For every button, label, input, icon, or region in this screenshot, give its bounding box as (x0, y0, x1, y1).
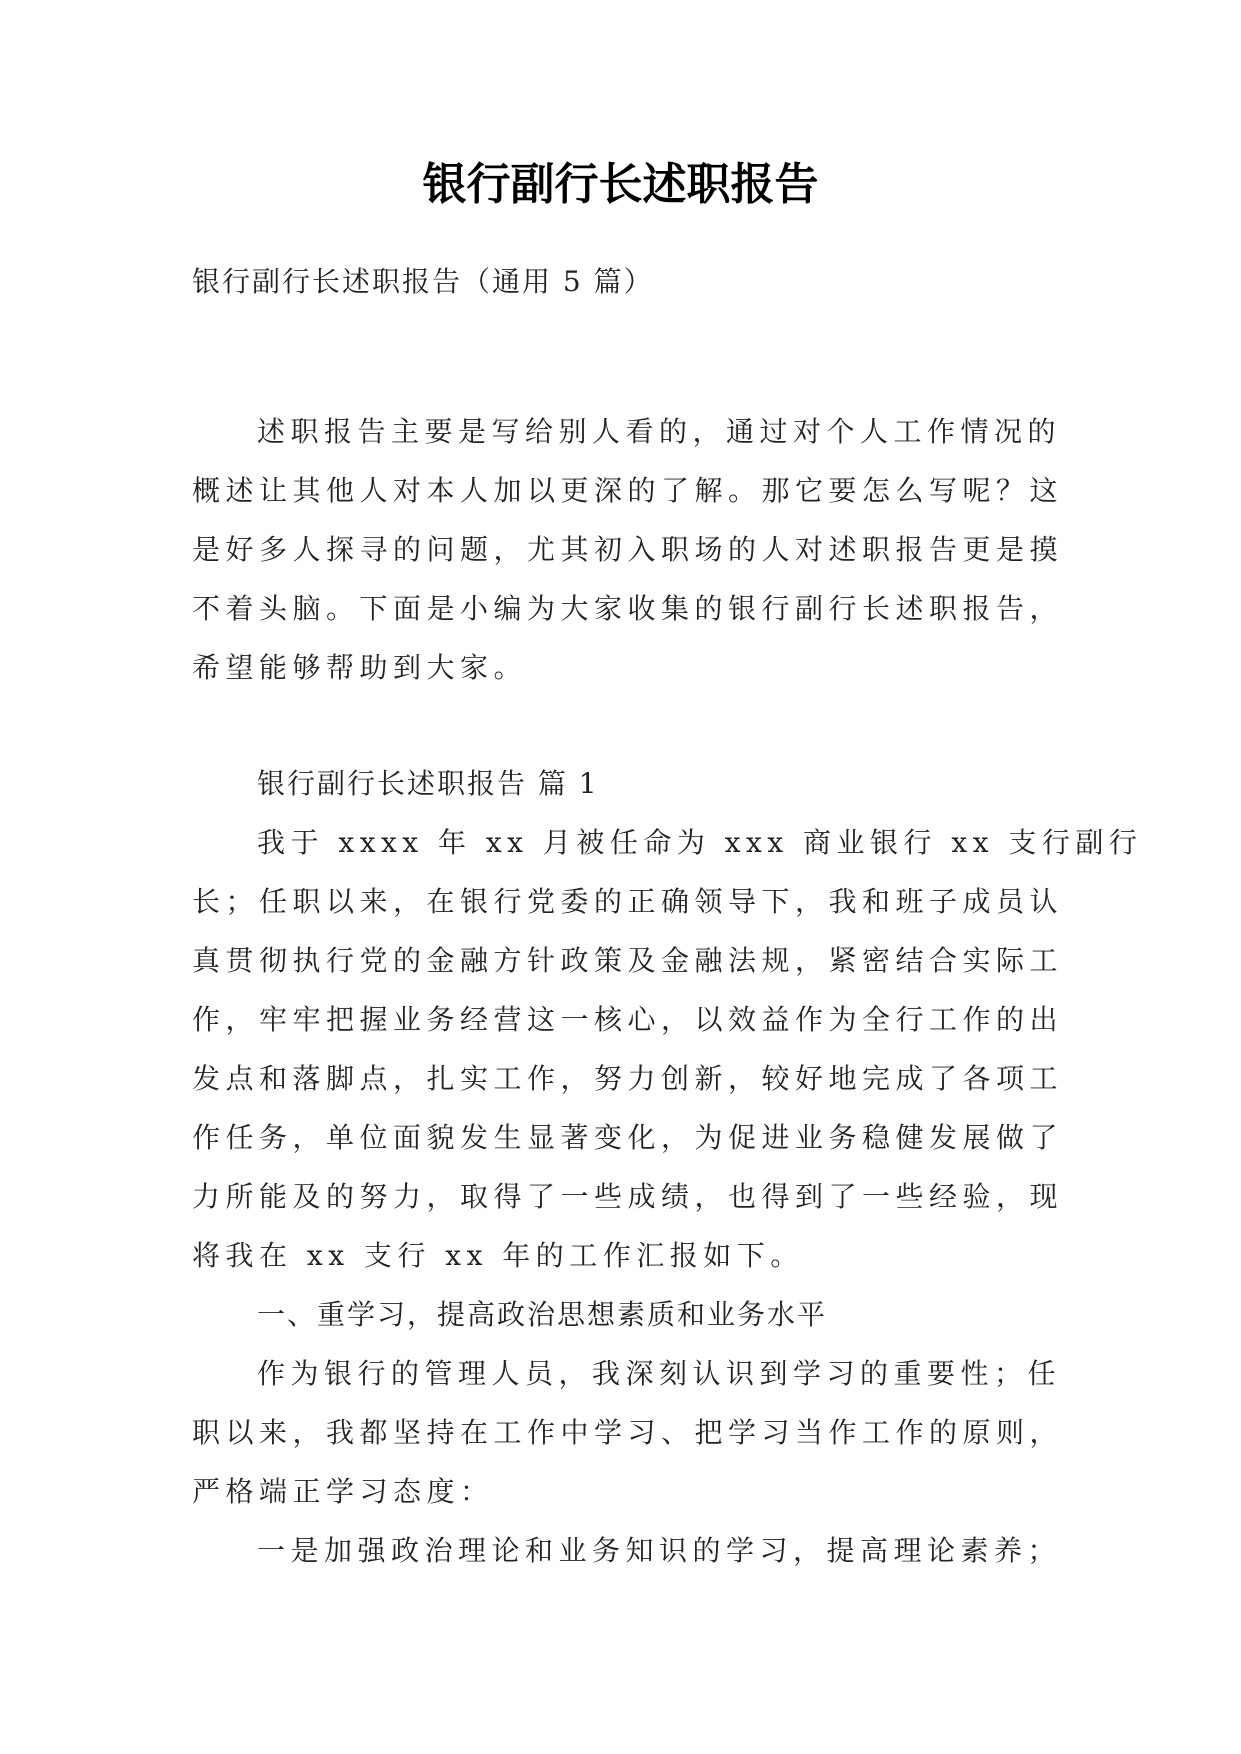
body-line: 作，牢牢把握业务经营这一核心，以效益作为全行工作的出 (192, 1003, 1064, 1036)
intro-line: 希望能够帮助到大家。 (192, 651, 528, 684)
intro-line: 概述让其他人对本人加以更深的了解。那它要怎么写呢？这 (192, 474, 1064, 507)
subsection-heading: 一、重学习，提高政治思想素质和业务水平 (257, 1298, 828, 1331)
intro-line: 是好多人探寻的问题，尤其初入职场的人对述职报告更是摸 (192, 533, 1064, 566)
intro-paragraph (192, 402, 1072, 697)
body-line: 作为银行的管理人员，我深刻认识到学习的重要性；任 (257, 1357, 1062, 1390)
body-line: 力所能及的努力，取得了一些成绩，也得到了一些经验，现 (192, 1180, 1064, 1213)
body-line: 将我在 xx 支行 xx 年的工作汇报如下。 (192, 1239, 804, 1272)
intro-line: 述职报告主要是写给别人看的，通过对个人工作情况的 (257, 415, 1062, 448)
body-line: 职以来，我都坚持在工作中学习、把学习当作工作的原则， (192, 1416, 1064, 1449)
body-line: 严格端正学习态度： (192, 1475, 494, 1508)
body-line: 长；任职以来，在银行党委的正确领导下，我和班子成员认 (192, 885, 1064, 918)
document-subtitle: 银行副行长述职报告（通用 5 篇） (192, 265, 654, 298)
body-line: 一是加强政治理论和业务知识的学习，提高理论素养； (257, 1534, 1062, 1567)
body-line: 我于 xxxx 年 xx 月被任命为 xxx 商业银行 xx 支行副行 (257, 826, 1143, 859)
body-line: 作任务，单位面貌发生显著变化，为促进业务稳健发展做了 (192, 1121, 1064, 1154)
section-1 (192, 754, 1143, 1580)
section-heading: 银行副行长述职报告 篇 1 (257, 767, 599, 800)
document-title: 银行副行长述职报告 (422, 159, 819, 210)
body-line: 真贯彻执行党的金融方针政策及金融法规，紧密结合实际工 (192, 944, 1064, 977)
intro-line: 不着头脑。下面是小编为大家收集的银行副行长述职报告， (192, 592, 1064, 625)
body-line: 发点和落脚点，扎实工作，努力创新，较好地完成了各项工 (192, 1062, 1064, 1095)
